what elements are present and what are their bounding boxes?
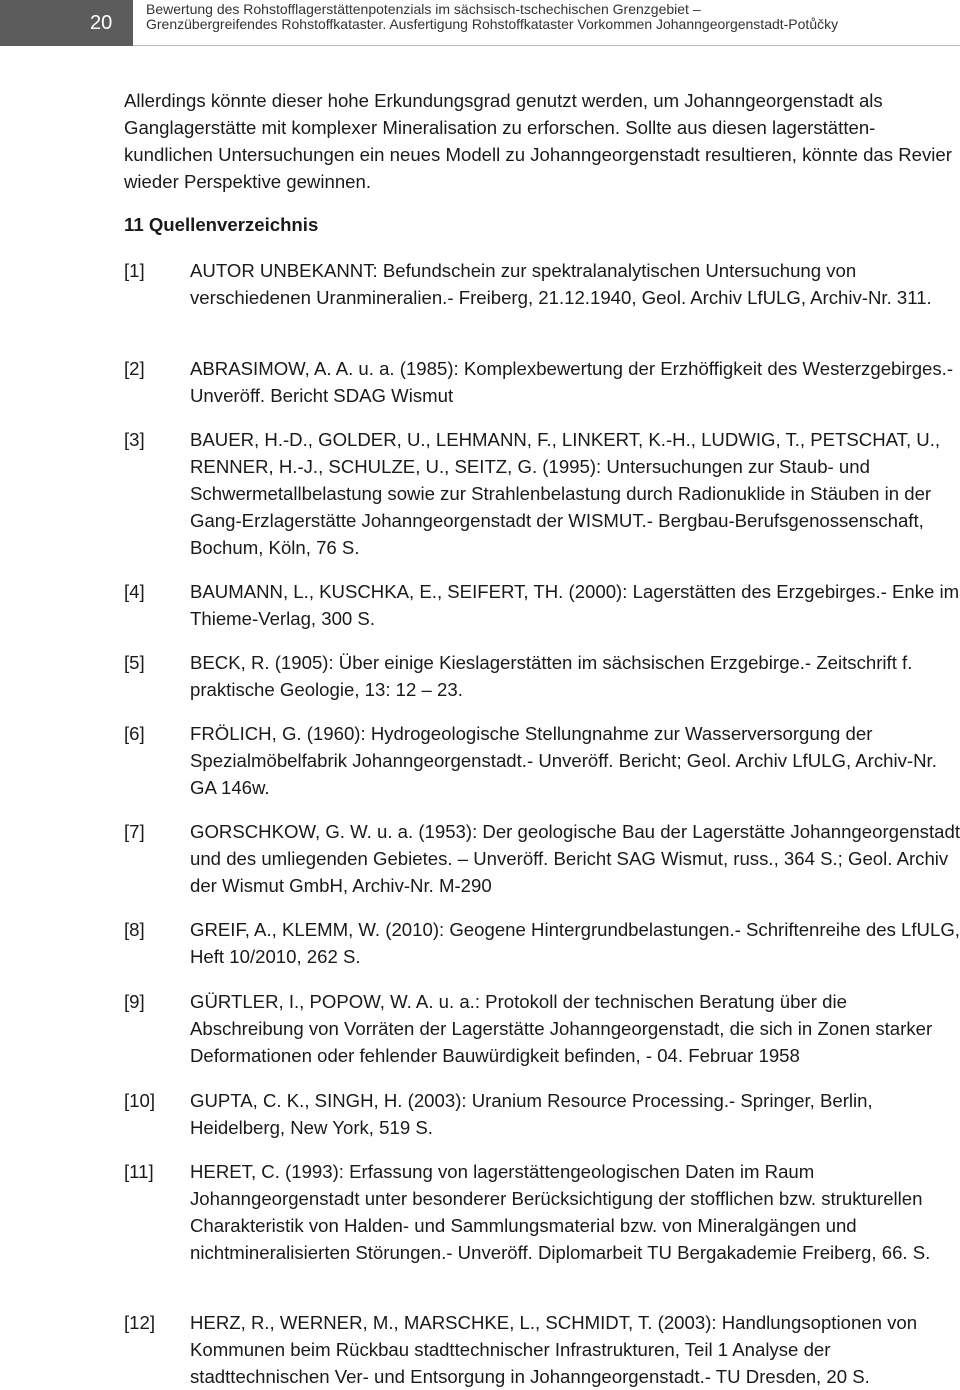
reference-number: [4] — [124, 581, 145, 602]
reference-text: GREIF, A., KLEMM, W. (2010): Geogene Hintergrundbelastungen.- Schriftenreihe des LfULG, Heft 10/2010, 262 S. — [190, 919, 960, 967]
reference-entry — [124, 1087, 960, 1141]
reference-text: BAUMANN, L., KUSCHKA, E., SEIFERT, TH. (2000): Lagerstätten des Erzgebirges.- Enke im Thieme-Verlag, 300 S. — [190, 581, 960, 629]
page-number: 20 — [0, 0, 133, 46]
reference-entry — [124, 1158, 960, 1266]
reference-number: [9] — [124, 991, 145, 1012]
reference-entry — [124, 578, 960, 632]
reference-entry — [124, 257, 960, 311]
reference-entry — [124, 426, 960, 561]
reference-number: [11] — [124, 1161, 154, 1182]
reference-text: GUPTA, C. K., SINGH, H. (2003): Uranium Resource Processing.- Springer, Berlin, Heidelberg, New York, 519 S. — [190, 1090, 873, 1138]
reference-text: BECK, R. (1905): Über einige Kieslagerstätten im sächsischen Erzgebirge.- Zeitschrift f. praktische Geologie, 13: 12 – 23. — [190, 652, 913, 700]
reference-text: BAUER, H.-D., GOLDER, U., LEHMANN, F., LINKERT, K.-H., LUDWIG, T., PETSCHAT, U., RENNER, H.-J., SCHULZE, U., SEITZ, G. (1995): Untersuchungen zur Staub- und Schwermetallbelastung sowie zur Strahlenbelastung durch Radionuklide in Stäuben in der Gang-Erzlagerstätte Johanngeorgenstadt der WISMUT.- Bergbau-Berufsgenossenschaft, Bochum, Köln, 76 S. — [190, 429, 941, 558]
reference-number: [3] — [124, 429, 145, 450]
header-divider — [133, 45, 960, 46]
reference-number: [10] — [124, 1090, 156, 1111]
reference-text: FRÖLICH, G. (1960): Hydrogeologische Stellungnahme zur Wasserversorgung der Spezialmöbelfabrik Johanngeorgenstadt.- Unveröff. Bericht; Geol. Archiv LfULG, Archiv-Nr. GA 146w. — [190, 723, 937, 798]
intro-paragraph: Allerdings könnte dieser hohe Erkundungsgrad genutzt werden, um Johanngeorgenstadt als Ganglagerstätte mit komplexer Mineralisation zu erforschen. Sollte aus diesen lagerstätten-kundlichen Untersuchungen ein neues Modell zu Johanngeorgenstadt resultieren, könnte das Revier wieder Perspektive gewinnen. — [124, 90, 952, 192]
header-title-line-1: Bewertung des Rohstofflagerstättenpotenzials im sächsisch-tschechischen Grenzgebiet – — [146, 1, 701, 17]
reference-text: HERZ, R., WERNER, M., MARSCHKE, L., SCHMIDT, T. (2003): Handlungsoptionen von Kommunen beim Rückbau stadttechnischer Infrastrukturen, Teil 1 Analyse der stadttechnischen Ver- und Entsorgung in Johanngeorgenstadt.- TU Dresden, 20 S. — [190, 1312, 918, 1387]
reference-text: ABRASIMOW, A. A. u. a. (1985): Komplexbewertung der Erzhöffigkeit des Westerzgebirges.- Unveröff. Bericht SDAG Wismut — [190, 358, 954, 406]
section-heading: 11 Quellenverzeichnis — [124, 214, 319, 235]
reference-number: [8] — [124, 919, 145, 940]
reference-entry — [124, 818, 960, 899]
reference-number: [12] — [124, 1312, 156, 1333]
reference-number: [1] — [124, 260, 145, 281]
reference-text: AUTOR UNBEKANNT: Befundschein zur spektralanalytischen Untersuchung von verschiedenen Uranmineralien.- Freiberg, 21.12.1940, Geol. Archiv LfULG, Archiv-Nr. 311. — [190, 260, 932, 308]
reference-entry — [124, 916, 960, 970]
reference-number: [7] — [124, 821, 145, 842]
reference-number: [6] — [124, 723, 145, 744]
header-title-line-2: Grenzübergreifendes Rohstoffkataster. Ausfertigung Rohstoffkataster Vorkommen Johanngeorgenstadt-Potůčky — [146, 16, 839, 32]
reference-entry — [124, 720, 960, 801]
reference-entry — [124, 355, 960, 409]
reference-text: GORSCHKOW, G. W. u. a. (1953): Der geologische Bau der Lagerstätte Johanngeorgenstadt und des umliegenden Gebietes. – Unveröff. Bericht SAG Wismut, russ., 364 S.; Geol. Archiv der Wismut GmbH, Archiv-Nr. M-290 — [190, 821, 960, 896]
reference-number: [2] — [124, 358, 145, 379]
reference-entry — [124, 649, 960, 703]
reference-number: [5] — [124, 652, 145, 673]
reference-text: GÜRTLER, I., POPOW, W. A. u. a.: Protokoll der technischen Beratung über die Abschreibung von Vorräten der Lagerstätte Johanngeorgenstadt, die sich in Zonen starker Deformationen oder fehlender Bauwürdigkeit befinden, - 04. Februar 1958 — [190, 991, 933, 1066]
reference-entry — [124, 1309, 960, 1390]
reference-text: HERET, C. (1993): Erfassung von lagerstättengeologischen Daten im Raum Johanngeorgenstadt unter besonderer Berücksichtigung der stofflichen bzw. strukturellen Charakteristik von Halden- und Sammlungsmaterial bzw. von Mineralgängen und nichtmineralisierten Störungen.- Unveröff. Diplomarbeit TU Bergakademie Freiberg, 66. S. — [190, 1161, 931, 1263]
page-header — [0, 0, 960, 46]
reference-entry — [124, 988, 960, 1069]
